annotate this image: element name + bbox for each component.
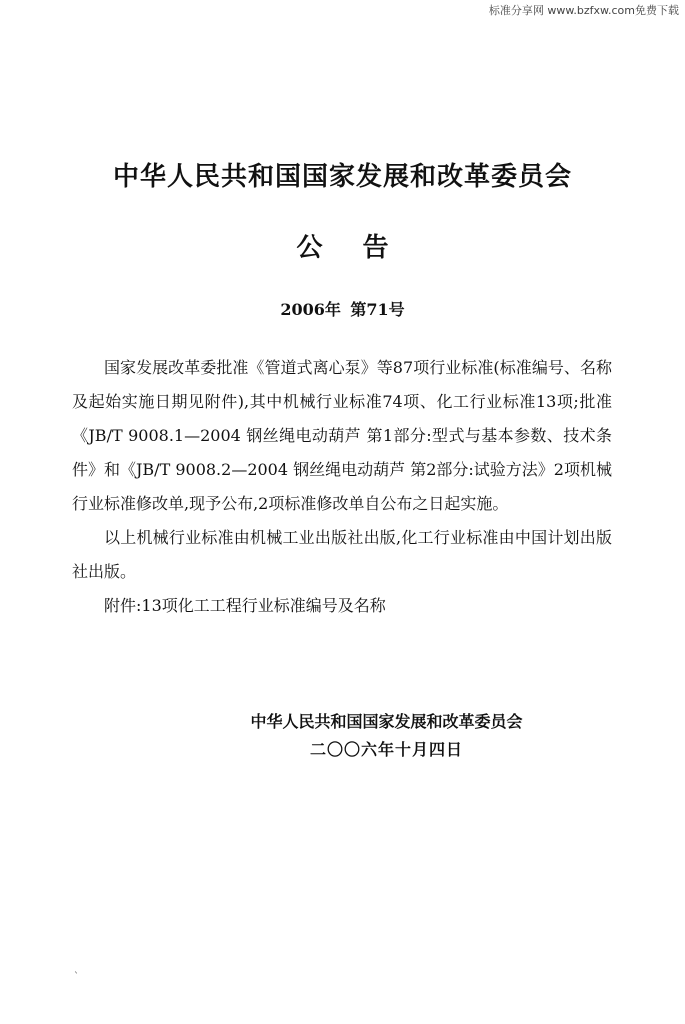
site-watermark: 标准分享网 www.bzfxw.com免费下载 <box>488 4 679 17</box>
document-type-heading: 公告 <box>296 233 429 263</box>
signature-organization: 中华人民共和国国家发展和改革委员会 <box>250 712 523 731</box>
signature-date: 二〇〇六年十月四日 <box>309 740 463 759</box>
paragraph-attachment: 附件:13项化工工程行业标准编号及名称 <box>104 596 386 615</box>
page-corner-mark: ` <box>74 972 79 983</box>
issuing-organization-title: 中华人民共和国国家发展和改革委员会 <box>112 162 572 192</box>
announcement-body <box>72 351 612 623</box>
paragraph-approval: 国家发展改革委批准《管道式离心泵》等87项行业标准(标准编号、名称及起始实施日期见附件),其中机械行业标准74项、化工行业标准13项;批准《JB/T 9008.1—2004 钢丝绳电动葫芦 第1部分:型式与基本参数、技术条件》和《JB/T 9008.2—2004 钢丝绳电动葫芦 第2部分:试验方法》2项机械行业标准修改单,现予公布,2项标准修改单自公布之日起实施。 <box>72 358 612 513</box>
document-number: 2006年 第71号 <box>280 300 405 319</box>
paragraph-publishers: 以上机械行业标准由机械工业出版社出版,化工行业标准由中国计划出版社出版。 <box>72 528 612 581</box>
signature-block <box>0 708 685 764</box>
